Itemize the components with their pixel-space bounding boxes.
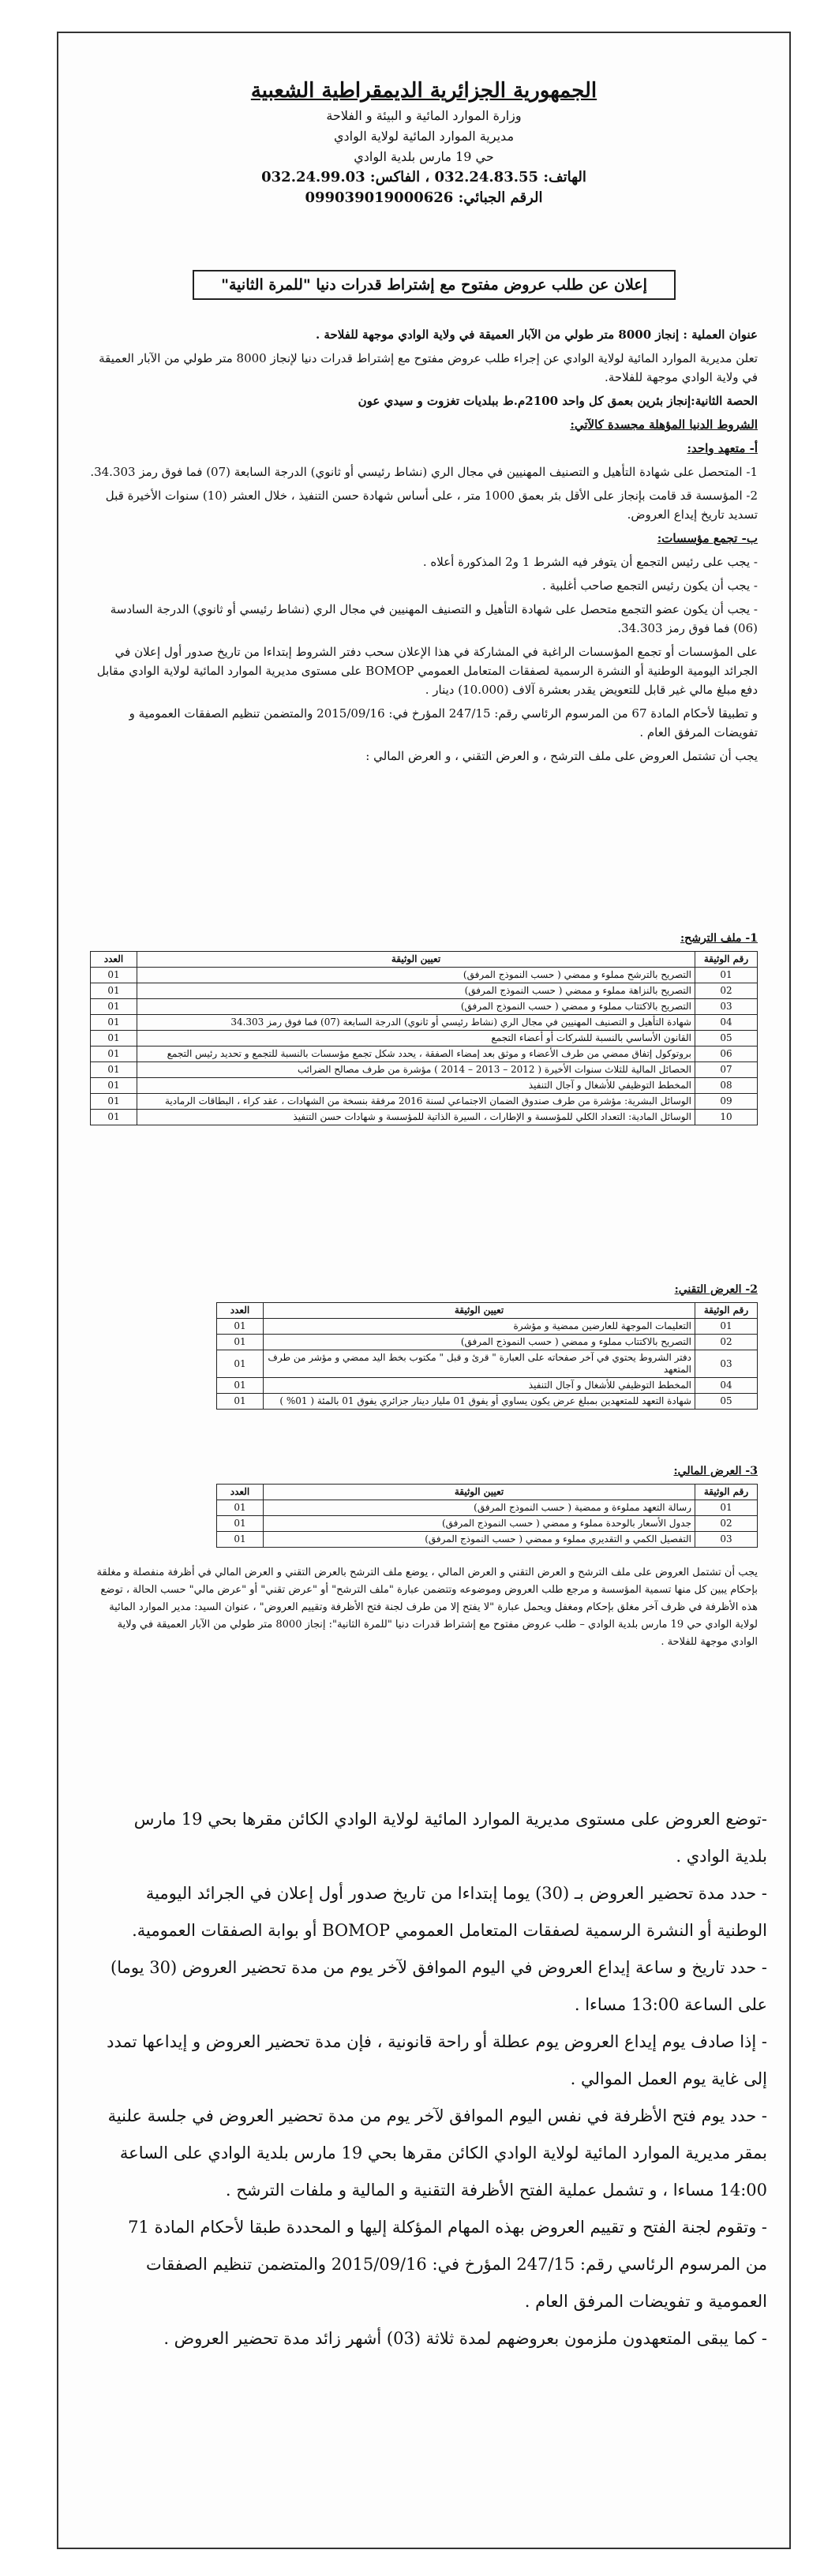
phone-fax: الهاتف: 032.24.83.55 ، الفاكس: 032.24.99.03 — [261, 169, 586, 185]
doc-number-cell: 09 — [695, 1094, 758, 1110]
table-row — [91, 1110, 758, 1125]
doc-number-cell: 07 — [695, 1062, 758, 1078]
doc-number-cell: 08 — [695, 1078, 758, 1094]
table-row — [217, 1319, 758, 1335]
ministry-name: وزارة الموارد المائية و البيئة و الفلاحة — [326, 108, 522, 123]
letterhead — [58, 80, 789, 208]
table-row — [217, 1516, 758, 1532]
doc-number-cell: 01 — [695, 1500, 758, 1516]
count-cell: 01 — [217, 1350, 264, 1378]
count-cell: 01 — [91, 983, 137, 999]
offers-content-paragraph: يجب أن تشتمل العروض على ملف الترشح ، و العرض التقني ، و العرض المالي : — [365, 749, 758, 763]
col-doc-title: تعيين الوثيقة — [264, 1303, 695, 1319]
table-row — [91, 968, 758, 983]
count-cell: 01 — [91, 1094, 137, 1110]
intro-paragraph: تعلن مديرية الموارد المائية لولاية الوادي عن إجراء طلب عروض مفتوح مع إشتراط قدرات دنيا لإنجاز 8000 متر طولي من الآبار العميقة في ولاية الوادي موجهة للفلاحة. — [99, 351, 758, 384]
col-doc-number: رقم الوثيقة — [695, 1485, 758, 1500]
doc-title-cell: التصريح بالاكتتاب مملوء و ممضي ( حسب النموذج المرفق) — [264, 1335, 695, 1350]
doc-number-cell: 04 — [695, 1378, 758, 1394]
count-cell: 01 — [91, 1110, 137, 1125]
table-row — [217, 1394, 758, 1410]
condition-a1: 1- المتحصل على شهادة التأهيل و التصنيف المهنيين في مجال الري (نشاط رئيسي أو ثانوي) الدرجة السابعة (07) فما فوق رمز 34.303. — [90, 465, 758, 479]
conditions-section — [90, 325, 758, 770]
doc-title-cell: التصريح بالترشح مملوء و ممضي ( حسب النموذج المرفق) — [137, 968, 695, 983]
republic-title: الجمهورية الجزائرية الديمقراطية الشعبية — [250, 79, 597, 103]
table-row — [91, 1031, 758, 1046]
doc-number-cell: 01 — [695, 1319, 758, 1335]
document-page — [57, 32, 791, 2549]
table-row — [217, 1532, 758, 1548]
table-row — [91, 999, 758, 1015]
doc-number-cell: 04 — [695, 1015, 758, 1031]
doc-title-cell: التفصيل الكمي و التقديري مملوء و ممضي ( حسب النموذج المرفق) — [264, 1532, 695, 1548]
announcement-title: إعلان عن طلب عروض مفتوح مع إشتراط قدرات دنيا "للمرة الثانية" — [193, 270, 676, 300]
table-row — [91, 983, 758, 999]
col-doc-title: تعيين الوثيقة — [264, 1485, 695, 1500]
table2-block — [216, 1280, 758, 1410]
doc-number-cell: 02 — [695, 1335, 758, 1350]
doc-title-cell: المخطط التوظيفي للأشغال و آجال التنفيذ — [137, 1078, 695, 1094]
doc-title-cell: دفتر الشروط يحتوي في آخر صفحاته على العبارة " قرئ و قبل " مكتوب بخط اليد ممضي و مؤشر من طرف المتعهد — [264, 1350, 695, 1378]
single-bidder-title: أ- متعهد واحد: — [687, 441, 758, 455]
envelope-paragraph: يجب أن تشتمل العروض على ملف الترشح و العرض التقني و العرض المالي ، يوضع ملف الترشح بالعرض التقني و العرض المالي في أظرفة منفصلة و مغلقة بإحكام يبين كل منها تسمية المؤسسة و مرجع طلب العروض وموضوعه وتتضمن عبارة "ملف الترشح" أو "عرض تقني" أو "عرض مالي" حسب الحالة ، توضع هذه الأظرفة في ظرف آخر مغلق بإحكام ومغفل ويحمل عبارة "لا يفتح إلا من طرف لجنة فتح الأظرفة وتقييم العروض" ، عنوان السيد: مدير الموارد المائية لولاية الوادي حي 19 مارس بلدية الوادي – طلب عروض مفتوح مع إشتراط قدرات دنيا "للمرة الثانية": إنجاز 8000 متر طولي من الآبار العميقة في ولاية الوادي موجهة للفلاحة . — [96, 1567, 758, 1648]
count-cell: 01 — [91, 999, 137, 1015]
candidacy-table — [90, 951, 758, 1125]
doc-number-cell: 05 — [695, 1031, 758, 1046]
doc-title-cell: التصريح بالاكتتاب مملوء و ممضي ( حسب النموذج المرفق) — [137, 999, 695, 1015]
doc-number-cell: 02 — [695, 983, 758, 999]
opening-session: - حدد يوم فتح الأظرفة في نفس اليوم الموافق لآخر يوم من مدة تحضير العروض في جلسة علنية بمقر مديرية الموارد المائية لولاية الوادي الكائن مقرها بحي 19 مارس بلدية الوادي على الساعة 14:00 مساءا ، و تشمل عملية الفتح الأظرفة التقنية و المالية و ملفات الترشح . — [107, 2106, 767, 2200]
doc-number-cell: 02 — [695, 1516, 758, 1532]
count-cell: 01 — [91, 1078, 137, 1094]
col-count: العدد — [217, 1485, 264, 1500]
table-row — [217, 1350, 758, 1378]
table3-caption: 3- العرض المالي: — [673, 1465, 758, 1477]
doc-title-cell: القانون الأساسي بالنسبة للشركات أو أعضاء التجمع — [137, 1031, 695, 1046]
address: حي 19 مارس بلدية الوادي — [354, 149, 494, 164]
count-cell: 01 — [217, 1516, 264, 1532]
table-row — [91, 1046, 758, 1062]
committee-duties: - وتقوم لجنة الفتح و تقييم العروض بهذه المهام المؤكلة إليها و المحددة طبقا لأحكام المادة 71 من المرسوم الرئاسي رقم: 247/15 المؤرخ في: 2015/09/16 والمتضمن تنظيم الصفقات العمومية و تفويضات المرفق العام . — [128, 2218, 767, 2311]
table2-caption: 2- العرض التقني: — [674, 1283, 758, 1296]
col-doc-number: رقم الوثيقة — [695, 952, 758, 968]
table-row — [217, 1378, 758, 1394]
conditions-title: الشروط الدنيا المؤهلة مجسدة كالآتي: — [570, 417, 758, 432]
doc-title-cell: الوسائل المادية: التعداد الكلي للمؤسسة و الإطارات ، السيرة الذاتية للمؤسسة و شهادات حسن التنفيذ — [137, 1110, 695, 1125]
condition-b2: - يجب أن يكون رئيس التجمع صاحب أغلبية . — [541, 578, 758, 593]
count-cell: 01 — [91, 1046, 137, 1062]
count-cell: 01 — [91, 968, 137, 983]
doc-number-cell: 10 — [695, 1110, 758, 1125]
financial-offer-table — [216, 1484, 758, 1548]
count-cell: 01 — [217, 1378, 264, 1394]
col-count: العدد — [217, 1303, 264, 1319]
doc-title-cell: جدول الأسعار بالوحدة مملوء و ممضي ( حسب النموذج المرفق) — [264, 1516, 695, 1532]
col-count: العدد — [91, 952, 137, 968]
doc-title-cell: بروتوكول إتفاق ممضي من طرف الأعضاء و موثق بعد إمضاء الصفقة ، يحدد شكل تجمع مؤسسات بالنسبة للتجمع و تحديد رئيس التجمع — [137, 1046, 695, 1062]
condition-a2: 2- المؤسسة قد قامت بإنجاز على الأقل بئر بعمق 1000 متر ، على أساس شهادة حسن التنفيذ ، خلال العشر (10) سنوات الأخيرة قبل تسديد تاريخ إيداع العروض. — [105, 489, 758, 522]
technical-offer-table — [216, 1302, 758, 1410]
operation-title: عنوان العملية : إنجاز 8000 متر طولي من الآبار العميقة في ولاية الوادي موجهة للفلاحة . — [315, 328, 758, 342]
doc-number-cell: 06 — [695, 1046, 758, 1062]
doc-number-cell: 05 — [695, 1394, 758, 1410]
tax-id: الرقم الجبائي: 099039019000626 — [305, 189, 543, 206]
count-cell: 01 — [217, 1319, 264, 1335]
count-cell: 01 — [91, 1015, 137, 1031]
doc-title-cell: الحصائل المالية للثلاث سنوات الأخيرة ( 2012 – 2013 – 2014 ) مؤشرة من طرف مصالح الضرائب — [137, 1062, 695, 1078]
table-row — [91, 1062, 758, 1078]
consortium-title: ب- تجمع مؤسسات: — [657, 531, 758, 545]
decree-paragraph: و تطبيقا لأحكام المادة 67 من المرسوم الرئاسي رقم: 247/15 المؤرخ في: 2015/09/16 والمتضمن تنظيم الصفقات العمومية و تفويضات المرفق العام . — [129, 706, 758, 739]
lot-two: الحصة الثانية:إنجاز بئرين بعمق كل واحد 2100م.ط ببلديات تغزوت و سيدي عون — [358, 394, 758, 408]
doc-number-cell: 01 — [695, 968, 758, 983]
count-cell: 01 — [91, 1031, 137, 1046]
doc-title-cell: التعليمات الموجهة للعارضين ممضية و مؤشرة — [264, 1319, 695, 1335]
doc-number-cell: 03 — [695, 1532, 758, 1548]
table1-block — [90, 929, 758, 1125]
doc-title-cell: المخطط التوظيفي للأشغال و آجال التنفيذ — [264, 1378, 695, 1394]
table-row — [91, 1078, 758, 1094]
count-cell: 01 — [217, 1394, 264, 1410]
count-cell: 01 — [91, 1062, 137, 1078]
table-row — [217, 1335, 758, 1350]
count-cell: 01 — [217, 1500, 264, 1516]
doc-title-cell: الوسائل البشرية: مؤشرة من طرف صندوق الضمان الاجتماعي لسنة 2016 مرفقة بنسخة من الشهادات ، عقد كراء ، البطاقات الرمادية — [137, 1094, 695, 1110]
directorate-name: مديرية الموارد المائية لولاية الوادي — [333, 129, 515, 144]
holiday-rule: - إذا صادف يوم إيداع العروض يوم عطلة أو راحة قانونية ، فإن مدة تحضير العروض و إيداعها تمدد إلى غاية يوم العمل الموالي . — [107, 2032, 767, 2088]
doc-title-cell: رسالة التعهد مملوءة و ممضية ( حسب النموذج المرفق) — [264, 1500, 695, 1516]
col-doc-number: رقم الوثيقة — [695, 1303, 758, 1319]
col-doc-title: تعيين الوثيقة — [137, 952, 695, 968]
table-row — [217, 1500, 758, 1516]
doc-title-cell: التصريح بالنزاهة مملوء و ممضي ( حسب النموذج المرفق) — [137, 983, 695, 999]
deposit-location: -توضع العروض على مستوى مديرية الموارد المائية لولاية الوادي الكائن مقرها بحي 19 مارس بلدية الوادي . — [133, 1810, 767, 1866]
preparation-period: - حدد مدة تحضير العروض بـ (30) يوما إبتداءا من تاريخ صدور أول إعلان في الجرائد اليومية الوطنية أو النشرة الرسمية لصفقات المتعامل العمومي BOMOP أو بوابة الصفقات العمومية. — [132, 1884, 767, 1940]
deposit-time: - حدد تاريخ و ساعة إيداع العروض في اليوم الموافق لآخر يوم من مدة تحضير العروض (30 يوما) على الساعة 13:00 مساءا . — [110, 1958, 767, 2014]
table1-caption: 1- ملف الترشح: — [680, 932, 758, 945]
withdrawal-paragraph: على المؤسسات أو تجمع المؤسسات الراغبة في المشاركة في هذا الإعلان سحب دفتر الشروط إبتداءا من تاريخ صدور أول إعلان في الجرائد اليومية الوطنية أو النشرة الرسمية لصفقات المتعامل العمومي BOMOP على مستوى مديرية الموارد المائية لولاية الوادي مقابل دفع مبلغ مالي غير قابل للتعويض يقدر بعشرة آلاف (10.000) دينار . — [96, 645, 758, 697]
condition-b3: - يجب أن يكون عضو التجمع متحصل على شهادة التأهيل و التصنيف المهنيين في مجال الري (نشاط رئيسي أو ثانوي) الدرجة السادسة (06) فما فوق رمز 34.303. — [110, 602, 758, 635]
submission-details — [106, 1801, 767, 2357]
table-row — [91, 1094, 758, 1110]
doc-number-cell: 03 — [695, 1350, 758, 1378]
table-row — [91, 1015, 758, 1031]
table3-block — [216, 1462, 758, 1548]
count-cell: 01 — [217, 1532, 264, 1548]
condition-b1: - يجب على رئيس التجمع أن يتوفر فيه الشرط 1 و2 المذكورة أعلاه . — [422, 555, 758, 569]
validity-period: - كما يبقى المتعهدون ملزمون بعروضهم لمدة ثلاثة (03) أشهر زائد مدة تحضير العروض . — [163, 2329, 767, 2348]
doc-number-cell: 03 — [695, 999, 758, 1015]
doc-title-cell: شهادة التعهد للمتعهدين بمبلغ عرض يكون يساوي أو يفوق 01 مليار دينار جزائري يفوق 01 بالمئة ( 01% ) — [264, 1394, 695, 1410]
doc-title-cell: شهادة التأهيل و التصنيف المهنيين في مجال الري (نشاط رئيسي أو ثانوي) الدرجة السابعة (07) فما فوق رمز 34.303 — [137, 1015, 695, 1031]
count-cell: 01 — [217, 1335, 264, 1350]
